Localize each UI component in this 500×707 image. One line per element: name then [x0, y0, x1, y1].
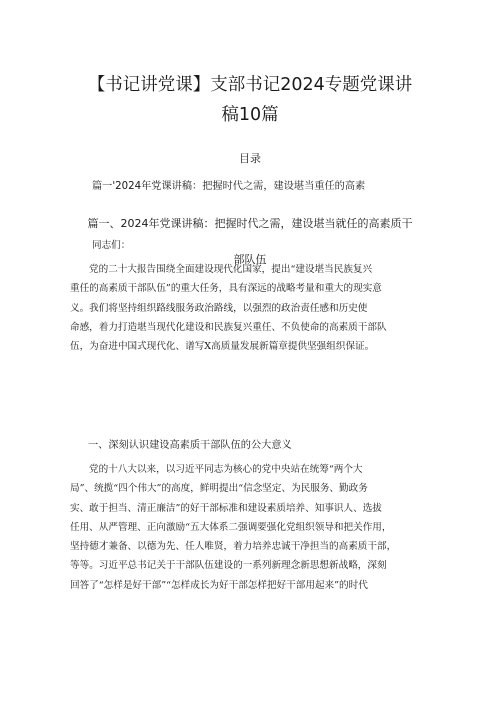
paragraph-2-line: 实、敢于担当、清正廉洁”的好干部标准和建设素质培养、知事识人、选拔: [70, 502, 382, 514]
toc-heading: 目录: [239, 152, 261, 165]
document-title-line-1: 【书记讲党课】支部书记2024专题党课讲: [87, 75, 413, 95]
paragraph-1-line: 党的二十大报告围绕全面建设现代化国家，提出“建设堪当民族复兴: [89, 264, 373, 275]
paragraph-2-line: 坚持德才兼备、以德为先、任人唯贤，着力培养忠诚干净担当的高素质干部，: [70, 541, 397, 553]
chapter-title-line-2: 部队伍: [233, 253, 267, 266]
paragraph-1-line: 重任的高素质干部队伍”的重大任务，具有深远的战略考量和重大的现实意: [70, 283, 382, 295]
greeting: 同志们：: [92, 240, 131, 251]
paragraph-1-line: 义。我们将坚持组织路线服务政治路线，以强烈的政治责任感和历史使: [70, 302, 368, 314]
toc-item-1[interactable]: 篇一'2024年党课讲稿：把握时代之需，建设堪当重任的高素: [92, 181, 366, 192]
paragraph-1: [70, 260, 433, 356]
paragraph-1-line: 伍，为奋进中国式现代化、谱写X高质量发展新篇章提供坚强组织保证。: [70, 341, 375, 353]
document-title-line-2: 稿10篇: [221, 105, 279, 125]
paragraph-2: [70, 460, 433, 595]
paragraph-1-line: 命感，着力打造堪当现代化建设和民族复兴重任、不负使命的高素质干部队: [70, 321, 387, 333]
section-heading-1: 一、深刻认识建设高素质干部队伍的公大意义: [88, 440, 292, 451]
paragraph-2-line: 党的十八大以来，以习近平同志为核心的党中央站在统筹“两个大: [89, 464, 363, 475]
paragraph-2-line: 等等。习近平总书记关于干部队伍建设的一系列新理念新思想新战略，深刻: [70, 560, 387, 572]
paragraph-2-line: 局”、统揽“四个伟大”的高度，鲜明提出“信念坚定、为民服务、勤政务: [70, 483, 368, 495]
paragraph-2-line: 任用、从严管理、正向激励“五大体系二强调要强化党组织领导和把关作用，: [70, 521, 392, 533]
paragraph-2-line: 回答了“怎样是好干部”“怎样成长为好干部怎样把好干部用起来”的时代: [70, 579, 368, 591]
chapter-title-line-1: 篇一、2024年党课讲稿：把握时代之需，建设堪当就任的高素质干: [87, 217, 413, 230]
document-title: [70, 70, 430, 130]
